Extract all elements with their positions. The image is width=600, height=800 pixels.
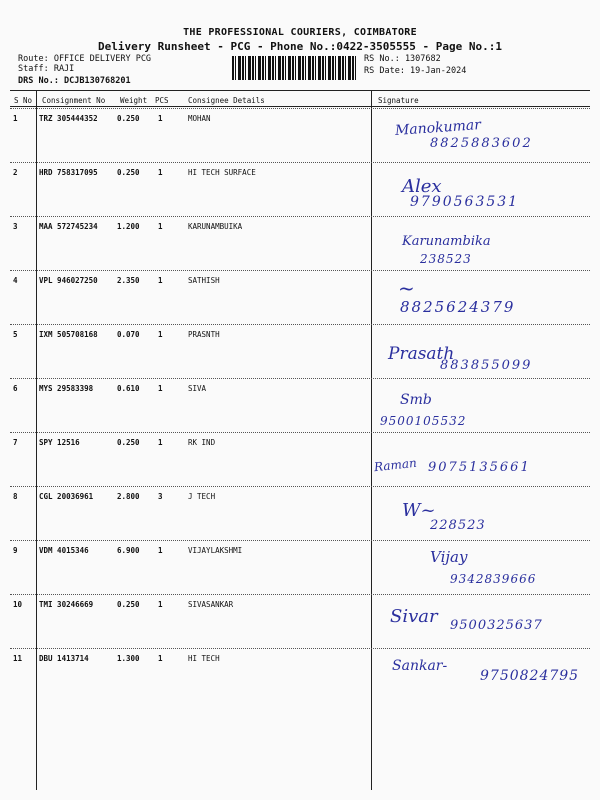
row-pcs: 1 [158,384,163,393]
row-weight: 0.250 [117,168,140,177]
table-row [10,486,590,540]
signature-name: Karunambika [402,234,491,249]
row-consignee: SIVA [188,384,207,393]
row-weight: 0.250 [117,438,140,447]
table-row [10,324,590,378]
signature-phone: 9750824795 [480,668,580,684]
row-consignee: RK IND [188,438,216,447]
signature-name: ~ [398,276,415,300]
table-header-rule [10,106,590,107]
row-divider [10,432,590,433]
signature-name: Sivar [390,606,438,627]
col-weight: Weight [120,96,148,105]
row-weight: 0.250 [117,600,140,609]
row-pcs: 1 [158,546,163,555]
row-weight: 1.200 [117,222,140,231]
row-sno: 2 [13,168,18,177]
col-sno: S No [14,96,33,105]
row-sno: 11 [13,654,23,663]
row-sno: 3 [13,222,18,231]
table-row [10,216,590,270]
signature-name: Alex [402,176,442,197]
row-consignment: VDM 4015346 [39,546,89,555]
row-weight: 0.250 [117,114,140,123]
row-divider [10,108,590,109]
signature-phone: 8825883602 [430,136,533,151]
col-consignment: Consignment No [42,96,106,105]
row-divider [10,486,590,487]
row-pcs: 1 [158,168,163,177]
row-consignee: KARUNAMBUIKA [188,222,243,231]
signature-phone: 8825624379 [400,298,516,316]
row-weight: 1.300 [117,654,140,663]
signature-name: Prasath [388,344,455,364]
row-pcs: 1 [158,654,163,663]
row-divider [10,216,590,217]
row-consignee: VIJAYLAKSHMI [188,546,243,555]
row-pcs: 3 [158,492,163,501]
row-pcs: 1 [158,276,163,285]
row-weight: 6.900 [117,546,140,555]
row-sno: 1 [13,114,18,123]
row-pcs: 1 [158,600,163,609]
row-consignment: IXM 505708168 [39,330,98,339]
table-row [10,162,590,216]
row-consignment: DBU 1413714 [39,654,89,663]
row-pcs: 1 [158,330,163,339]
row-consignee: HI TECH SURFACE [188,168,256,177]
col-signature: Signature [378,96,419,105]
row-pcs: 1 [158,114,163,123]
signature-phone: 9500105532 [380,414,467,428]
signature-phone: 9075135661 [428,460,531,475]
row-weight: 2.800 [117,492,140,501]
row-consignee: MOHAN [188,114,211,123]
row-weight: 0.610 [117,384,140,393]
row-consignee: SIVASANKAR [188,600,234,609]
row-consignment: CGL 20036961 [39,492,94,501]
row-weight: 0.070 [117,330,140,339]
row-pcs: 1 [158,222,163,231]
signature-phone: 238523 [420,252,472,266]
table-row [10,270,590,324]
signature-phone: 9342839666 [450,572,537,586]
rs-date: RS Date: 19-Jan-2024 [364,66,467,76]
row-consignment: TMI 30246669 [39,600,94,609]
signature-name: Sankar- [392,658,448,674]
rs-number: RS No.: 1307682 [364,54,441,64]
company-name: THE PROFESSIONAL COURIERS, COIMBATORE [183,27,417,38]
row-sno: 5 [13,330,18,339]
drs-number: DRS No.: DCJB130768201 [18,76,131,86]
table-row [10,108,590,162]
signature-phone: 228523 [430,518,486,533]
col-consignee: Consignee Details [188,96,265,105]
row-consignment: VPL 946027250 [39,276,98,285]
row-consignment: MAA 572745234 [39,222,98,231]
row-divider [10,378,590,379]
row-divider [10,162,590,163]
row-consignee: SATHISH [188,276,220,285]
row-divider [10,594,590,595]
row-sno: 7 [13,438,18,447]
staff-label: Staff: RAJI [18,64,75,74]
row-sno: 4 [13,276,18,285]
signature-name: Smb [400,392,432,408]
row-sno: 8 [13,492,18,501]
row-consignment: SPY 12516 [39,438,80,447]
row-consignee: HI TECH [188,654,220,663]
runsheet-title: Delivery Runsheet - PCG - Phone No.:0422-3505555 - Page No.:1 [98,40,502,53]
row-consignee: PRASNTH [188,330,220,339]
row-divider [10,270,590,271]
col-pcs: PCS [155,96,169,105]
table-row [10,594,590,648]
table-row [10,432,590,486]
row-sno: 9 [13,546,18,555]
signature-phone: 883855099 [440,358,533,373]
table-top-rule [10,90,590,91]
table-row [10,648,590,702]
route-label: Route: OFFICE DELIVERY PCG [18,54,152,64]
signature-name: W~ [402,500,436,521]
row-consignee: J TECH [188,492,216,501]
signature-name: Raman [373,455,418,475]
row-divider [10,540,590,541]
row-consignment: MYS 29583398 [39,384,94,393]
row-sno: 6 [13,384,18,393]
row-divider [10,324,590,325]
barcode [232,56,358,80]
row-divider [10,648,590,649]
signature-phone: 9790563531 [410,194,520,210]
table-row [10,378,590,432]
row-weight: 2.350 [117,276,140,285]
table-row [10,540,590,594]
row-pcs: 1 [158,438,163,447]
row-sno: 10 [13,600,23,609]
signature-name: Vijay [430,548,468,566]
signature-phone: 9500325637 [450,618,543,633]
signature-name: Manokumar [394,117,482,139]
row-consignment: TRZ 305444352 [39,114,98,123]
row-consignment: HRD 758317095 [39,168,98,177]
